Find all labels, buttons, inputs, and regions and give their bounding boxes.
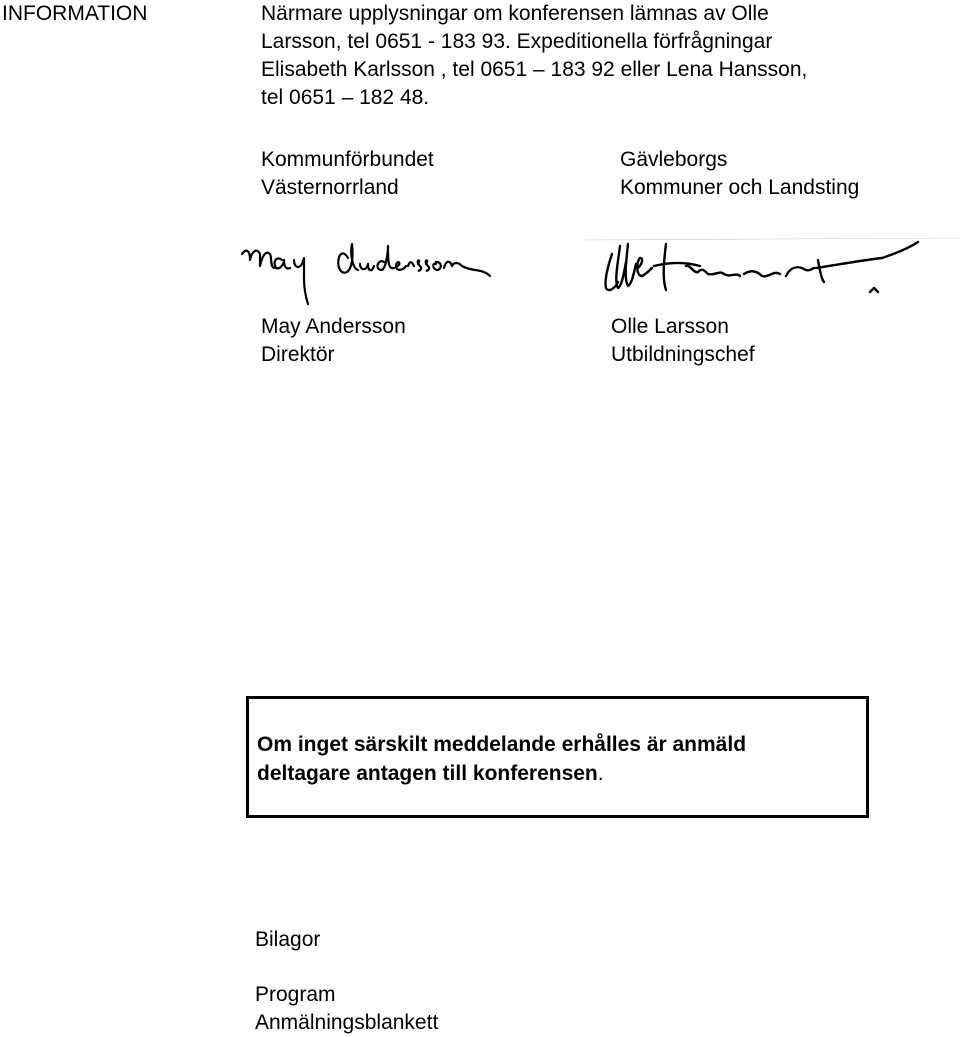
info-line-2: Larsson, tel 0651 - 183 93. Expeditionella förfrågningar xyxy=(261,30,773,53)
signature-olle-larsson xyxy=(582,232,960,304)
notice-line-2-text: deltagare antagen till konferensen xyxy=(257,762,598,785)
attachments-heading: Bilagor xyxy=(255,928,321,951)
signature-may-andersson xyxy=(236,232,510,308)
signer-left-title: Direktör xyxy=(261,343,335,366)
attachments xyxy=(255,926,438,1037)
signer-right-title: Utbildningschef xyxy=(611,343,755,366)
signer-right xyxy=(611,313,755,369)
organization-left-line2: Västernorrland xyxy=(261,176,399,199)
attachment-item-registration-form: Anmälningsblankett xyxy=(255,1011,439,1034)
organization-left xyxy=(261,146,434,202)
notice-line-1: Om inget särskilt meddelande erhålles är anmäld xyxy=(257,733,747,756)
signer-left xyxy=(261,313,406,369)
notice-box xyxy=(246,696,869,818)
signer-right-name: Olle Larsson xyxy=(611,315,729,338)
organization-right xyxy=(620,146,859,202)
notice-text xyxy=(257,730,746,788)
info-line-4: tel 0651 – 182 48. xyxy=(261,86,430,109)
organization-right-line1: Gävleborgs xyxy=(620,148,728,171)
info-line-3: Elisabeth Karlsson , tel 0651 – 183 92 eller Lena Hansson, xyxy=(261,58,808,81)
notice-line-2 xyxy=(257,759,746,788)
info-line-1: Närmare upplysningar om konferensen lämnas av Olle xyxy=(261,2,769,25)
signer-left-name: May Andersson xyxy=(261,315,406,338)
attachment-item-program: Program xyxy=(255,983,336,1006)
notice-line-2-end: . xyxy=(597,762,604,785)
organization-left-line1: Kommunförbundet xyxy=(261,148,434,171)
organization-right-line2: Kommuner och Landsting xyxy=(620,176,860,199)
section-label: INFORMATION xyxy=(2,2,148,25)
